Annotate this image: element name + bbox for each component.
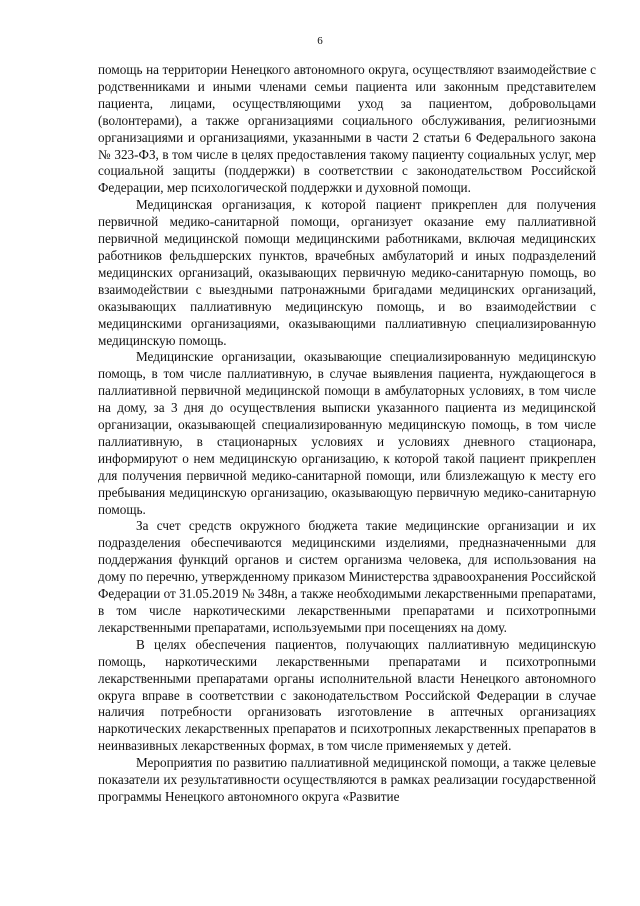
document-body [98,62,596,806]
paragraph-continuation: помощь на территории Ненецкого автономного округа, осуществляют взаимодействие с родственниками и иными членами семьи пациента или законным представителем пациента, лицами, осуществляющими уход за пациентом, добровольцами (волонтерами), а также организациями социального обслуживания, религиозными организациями и организациями, указанными в части 2 статьи 6 Федерального закона № 323-ФЗ, в том числе в целях предоставления такому пациенту социальных услуг, мер социальной защиты (поддержки) в соответствии с законодательством Российской Федерации, мер психологической поддержки и духовной помощи. [98,62,596,196]
paragraph: Медицинские организации, оказывающие специализированную медицинскую помощь, в том числе паллиативную, в случае выявления пациента, нуждающегося в паллиативной первичной медицинской помощи в амбулаторных условиях, в том числе на дому, за 3 дня до осуществления выписки указанного пациента из медицинской организации, оказывающей специализированную медицинскую помощь, в том числе паллиативную, в стационарных условиях и условиях дневного стационара, информируют о нем медицинскую организацию, к которой такой пациент прикреплен для получения первичной медико-санитарной помощи, или близлежащую к месту его пребывания медицинскую организацию, оказывающую первичную медико-санитарную помощь. [98,349,596,517]
paragraph: В целях обеспечения пациентов, получающих паллиативную медицинскую помощь, наркотическими лекарственными препаратами и психотропными лекарственными препаратами органы исполнительной власти Ненецкого автономного округа вправе в соответствии с законодательством Российской Федерации в случае наличия потребности организовать изготовление в аптечных организациях наркотических лекарственных препаратов и психотропных лекарственных препаратов в неинвазивных лекарственных формах, в том числе применяемых у детей. [98,636,596,754]
page-number: 6 [317,35,323,47]
paragraph: За счет средств окружного бюджета такие медицинские организации и их подразделения обеспечиваются медицинскими изделиями, предназначенными для поддержания функций органов и систем организма человека, для использования на дому по перечню, утвержденному приказом Министерства здравоохранения Российской Федерации от 31.05.2019 № 348н, а также необходимыми лекарственными препаратами, в том числе наркотическими лекарственными препаратами и психотропными лекарственными препаратами, используемыми при посещениях на дому. [98,518,596,635]
paragraph: Медицинская организация, к которой пациент прикреплен для получения первичной медико-санитарной помощи, организует оказание ему паллиативной первичной медицинской помощи медицинскими работниками, включая медицинских работников фельдшерских пунктов, врачебных амбулаторий и иных подразделений медицинских организаций, оказывающих первичную медико-санитарную помощь, во взаимодействии с выездными патронажными бригадами медицинских организаций, оказывающих паллиативную медицинскую помощь, и во взаимодействии с медицинскими организациями, оказывающими паллиативную специализированную медицинскую помощь. [98,197,596,348]
paragraph: Мероприятия по развитию паллиативной медицинской помощи, а также целевые показатели их результативности осуществляются в рамках реализации государственной программы Ненецкого автономного округа «Развитие [98,755,596,804]
